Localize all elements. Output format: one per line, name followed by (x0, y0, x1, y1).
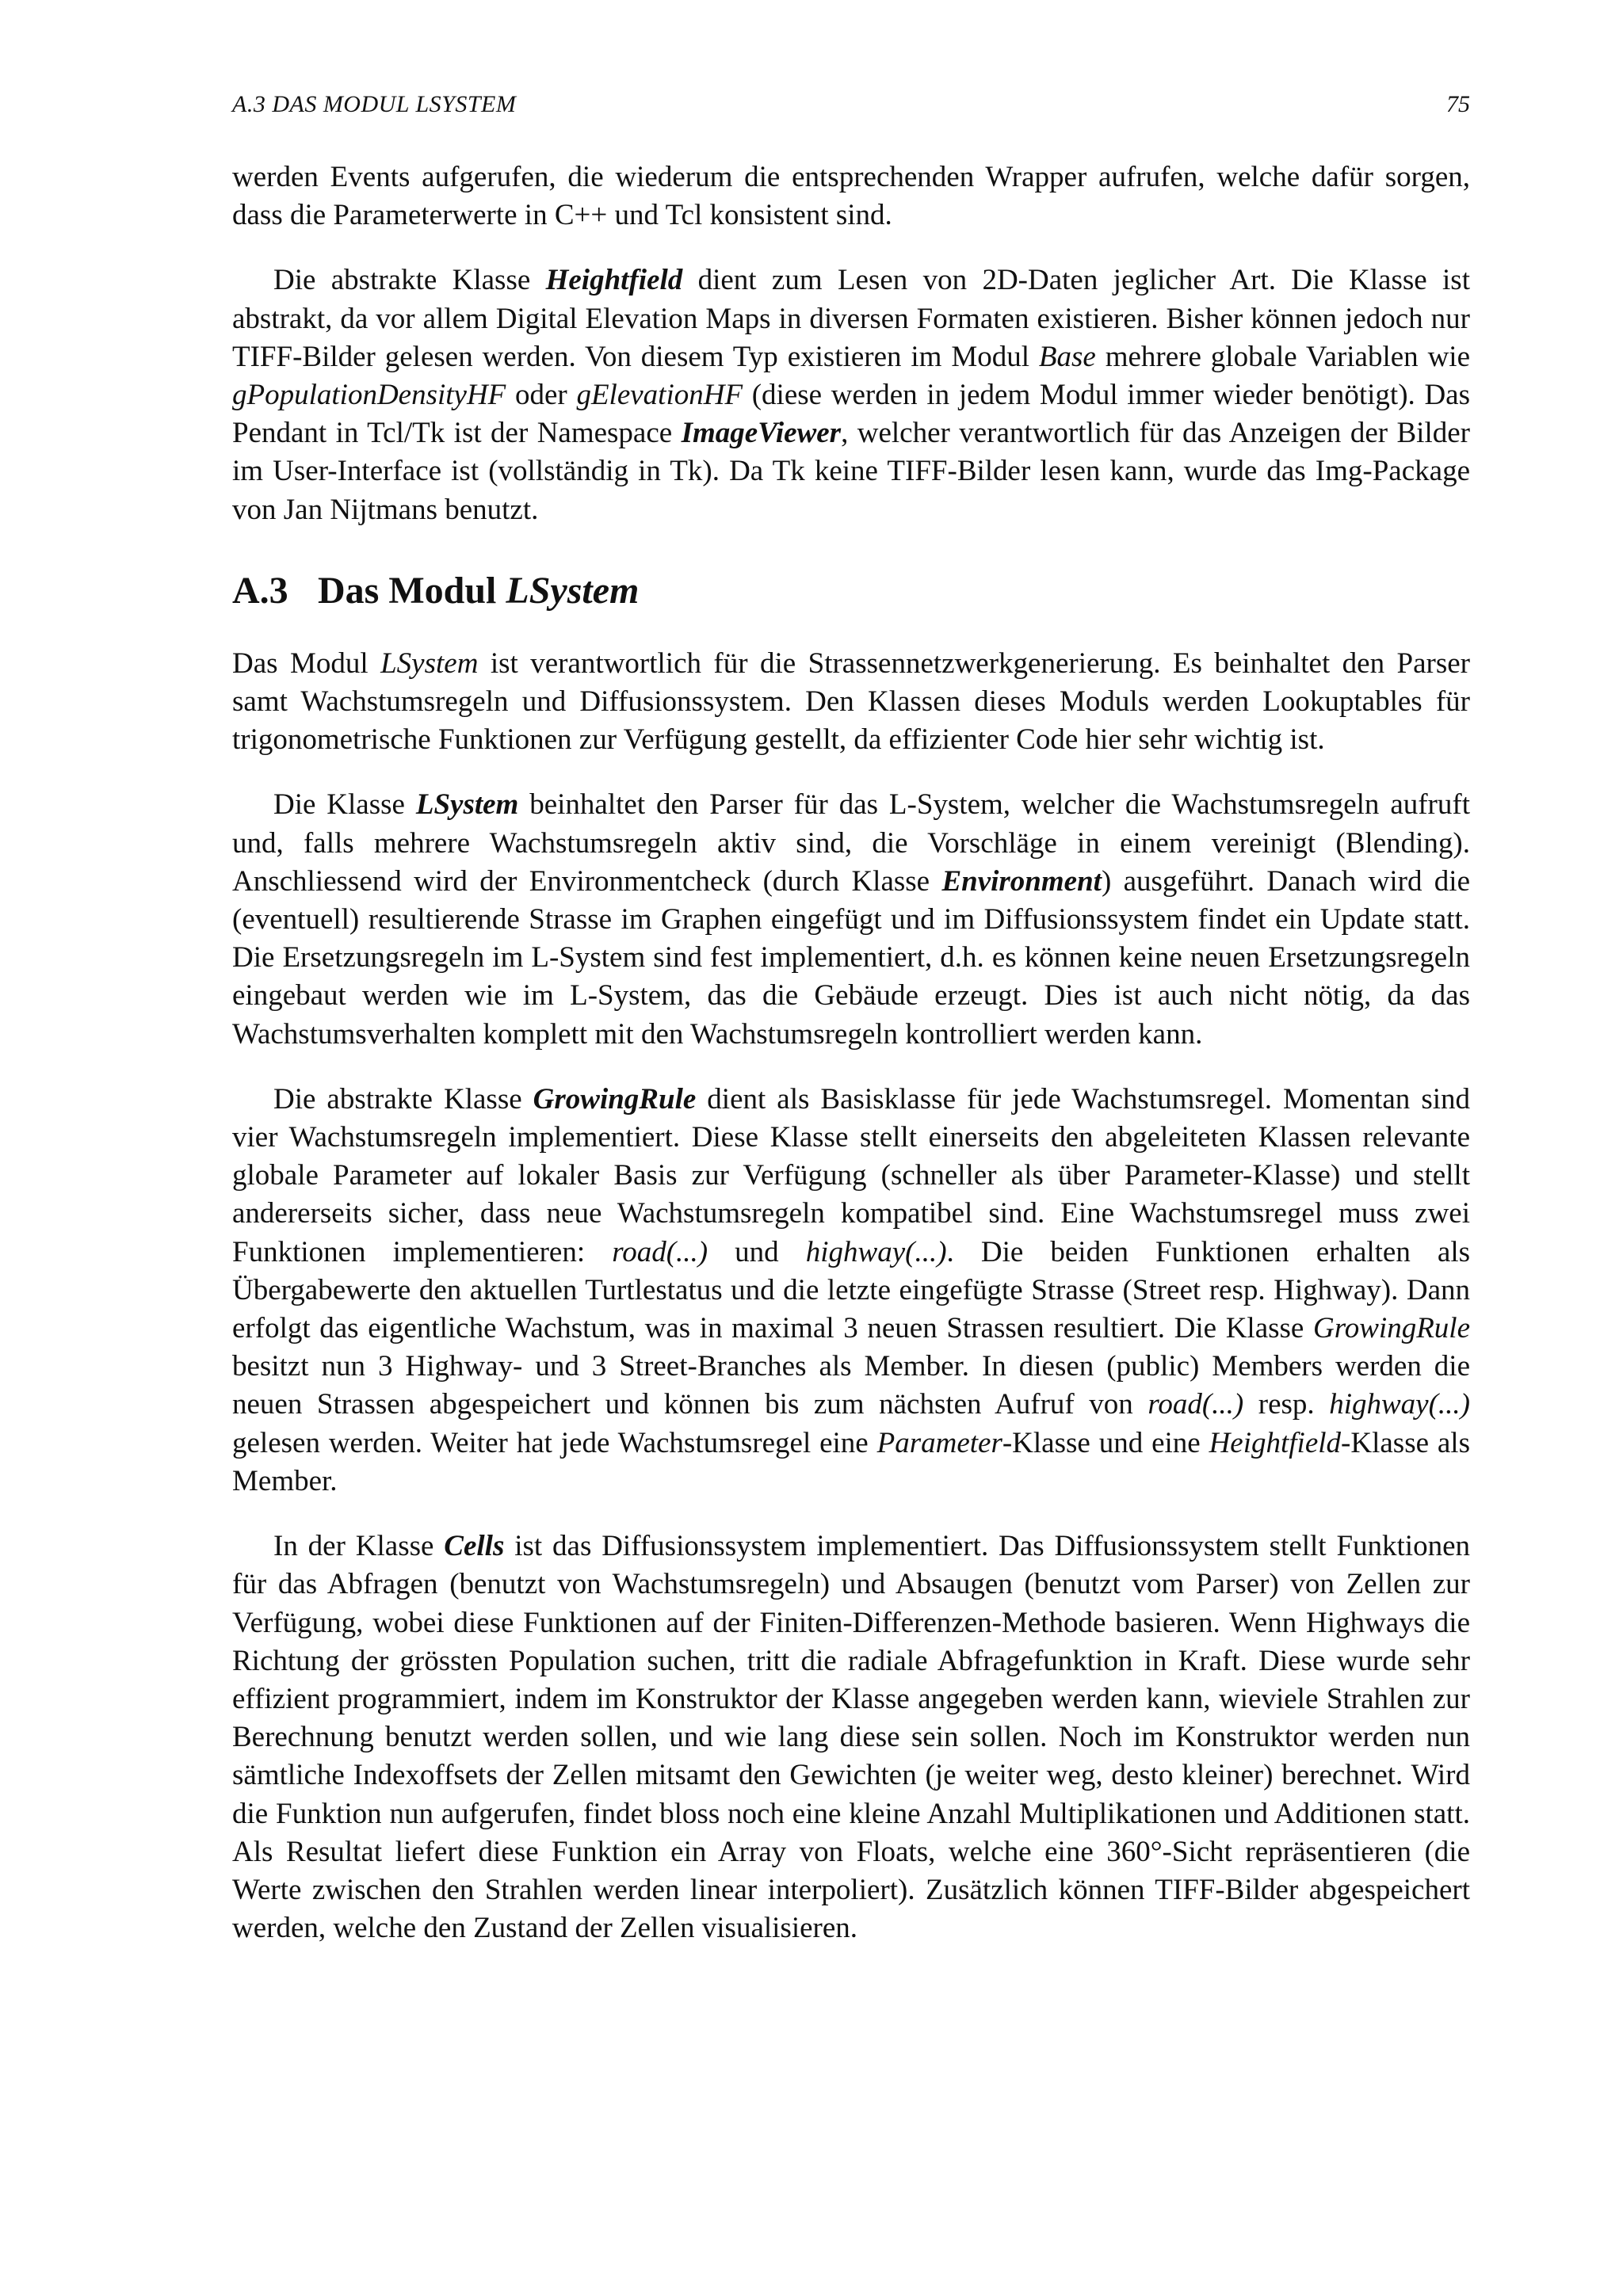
text: beinhaltet den Parser für das L-System, welcher die Wachstumsregeln aufruft und, falls mehrere Wachstumsregeln aktiv sind, die Vorschläge in einem vereinigt (Blending). Anschliessend wird der Environmentcheck (durch Klasse (232, 788, 1470, 898)
section-heading (232, 569, 1470, 613)
class-name-growingrule: GrowingRule (1312, 1312, 1470, 1345)
class-name-lsystem: LSystem (415, 788, 519, 822)
paragraph-cells (232, 1527, 1470, 1947)
paragraph-events (232, 158, 1470, 235)
document-page (232, 89, 1470, 1947)
function-name-road: road(...) (1148, 1388, 1244, 1421)
section-title-italic: LSystem (506, 569, 640, 612)
text: und (708, 1235, 806, 1268)
function-name-road: road(...) (612, 1235, 708, 1268)
function-name-highway: highway(...) (1329, 1388, 1470, 1421)
paragraph-growingrule (232, 1081, 1470, 1501)
running-header (232, 89, 1470, 120)
text: Das Modul (232, 646, 381, 680)
text: resp. (1243, 1388, 1330, 1421)
text: ) ausgeführt. Danach wird die (eventuell) resultierende Strasse im Graphen eingefügt und im Diffusionssystem findet ein Update statt. Die Ersetzungsregeln im L-System sind fest implementiert, d.h. es können keine neuen Ersetzungsregeln eingebaut werden wie im L-System, das die Gebäude erzeugt. Dies ist auch nicht nötig, da das Wachstumsverhalten komplett mit den Wachstumsregeln kontrolliert werden kann. (232, 864, 1470, 1051)
text: ist verantwortlich für die Strassennetzwerkgenerierung. Es beinhaltet den Parser samt Wachstumsregeln und Diffusionssystem. Den Klassen dieses Moduls werden Lookuptables für trigonometrische Funktionen zur Verfügung gestellt, da effizienter Code hier sehr wichtig ist. (232, 646, 1470, 757)
variable-name: gPopulationDensityHF (232, 379, 506, 412)
paragraph-modul-lsystem (232, 645, 1470, 760)
text: Die Klasse (273, 788, 416, 822)
text: Die abstrakte Klasse (273, 264, 546, 297)
module-name-base: Base (1038, 340, 1096, 373)
class-name-growingrule: GrowingRule (533, 1082, 697, 1116)
namespace-name-imageviewer: ImageViewer (681, 417, 842, 450)
text: , welcher verantwortlich für das Anzeigen der Bilder im User-Interface ist (vollständig in Tk). Da Tk keine TIFF-Bilder lesen kann, wurde das Img-Package von Jan Nijtmans benutzt. (232, 417, 1470, 526)
paragraph-klasse-lsystem (232, 786, 1470, 1053)
variable-name: gElevationHF (576, 379, 743, 412)
section-number: A.3 (232, 569, 288, 612)
class-name-heightfield: Heightfield (545, 264, 683, 297)
text: dient zum Lesen von 2D-Daten jeglicher Art. Die Klasse ist abstrakt, da vor allem Digital Elevation Maps in diversen Formaten existieren. Bisher können jedoch nur TIFF-Bilder gelesen werden. Von diesem Typ existieren im Modul (232, 264, 1470, 373)
class-name-parameter: Parameter (876, 1426, 1002, 1459)
text: . Die beiden Funktionen erhalten als Übergabewerte den aktuellen Turtlestatus und die letzte eingefügte Strasse (Street resp. Highway). Dann erfolgt das eigentliche Wachstum, was in maximal 3 neuen Strassen resultiert. Die Klasse (232, 1235, 1471, 1345)
class-name-environment: Environment (941, 864, 1102, 898)
page-number: 75 (1446, 91, 1470, 117)
class-name-heightfield: Heightfield (1209, 1426, 1342, 1459)
text: gelesen werden. Weiter hat jede Wachstumsregel eine (232, 1426, 877, 1459)
text: mehrere globale Variablen wie (1095, 340, 1470, 373)
text: besitzt nun 3 Highway- und 3 Street-Branches als Member. In diesen (public) Members werden die neuen Strassen abgespeichert und können bis zum nächsten Aufruf von (232, 1350, 1470, 1421)
text: oder (506, 379, 577, 412)
text: ist das Diffusionssystem implementiert. Das Diffusionssystem stellt Funktionen für das Abfragen (benutzt von Wachstumsregeln) und Absaugen (benutzt vom Parser) von Zellen zur Verfügung, wobei diese Funktionen auf der Finiten-Differenzen-Methode basieren. Wenn Highways die Richtung der grössten Population suchen, tritt die radiale Abfragefunktion in Kraft. Diese wurde sehr effizient programmiert, indem im Konstruktor der Klasse angegeben werden kann, wieviele Strahlen zur Berechnung benutzt werden sollen, und wie lang diese sein sollen. Noch im Konstruktor werden nun sämtliche Indexoffsets der Zellen mitsamt den Gewichten (je weiter weg, desto kleiner) berechnet. Wird die Funktion nun aufgerufen, findet bloss noch eine kleine Anzahl Multiplikationen und Additionen statt. Als Resultat liefert diese Funktion ein Array von Floats, welche eine 360°-Sicht repräsentieren (die Werte zwischen den Strahlen werden linear interpoliert). Zusätzlich können TIFF-Bilder abgespeichert werden, welche den Zustand der Zellen visualisieren. (232, 1530, 1471, 1945)
text: In der Klasse (273, 1530, 445, 1563)
module-name-lsystem: LSystem (380, 646, 479, 680)
section-title: Das Modul (318, 569, 506, 612)
class-name-cells: Cells (444, 1530, 505, 1563)
text: -Klasse und eine (1002, 1426, 1209, 1459)
text: -Klasse als Member. (232, 1426, 1470, 1497)
text: Die abstrakte Klasse (273, 1082, 533, 1116)
text: werden Events aufgerufen, die wiederum die entsprechenden Wrapper aufrufen, welche dafür sorgen, dass die Parameterwerte in C++ und Tcl konsistent sind. (232, 161, 1470, 232)
running-header-chapter: A.3 DAS MODUL LSYSTEM (232, 91, 517, 117)
function-name-highway: highway(...) (805, 1235, 947, 1268)
paragraph-heightfield (232, 261, 1470, 528)
text: (diese werden in jedem Modul immer wieder benötigt). Das Pendant in Tcl/Tk ist der Namespace (232, 379, 1471, 450)
text: dient als Basisklasse für jede Wachstumsregel. Momentan sind vier Wachstumsregeln implementiert. Diese Klasse stellt einerseits den abgeleiteten Klassen relevante globale Parameter auf lokaler Basis zur Verfügung (schneller als über Parameter-Klasse) und stellt andererseits sicher, dass neue Wachstumsregeln kompatibel sind. Eine Wachstumsregel muss zwei Funktionen implementieren: (232, 1082, 1470, 1268)
